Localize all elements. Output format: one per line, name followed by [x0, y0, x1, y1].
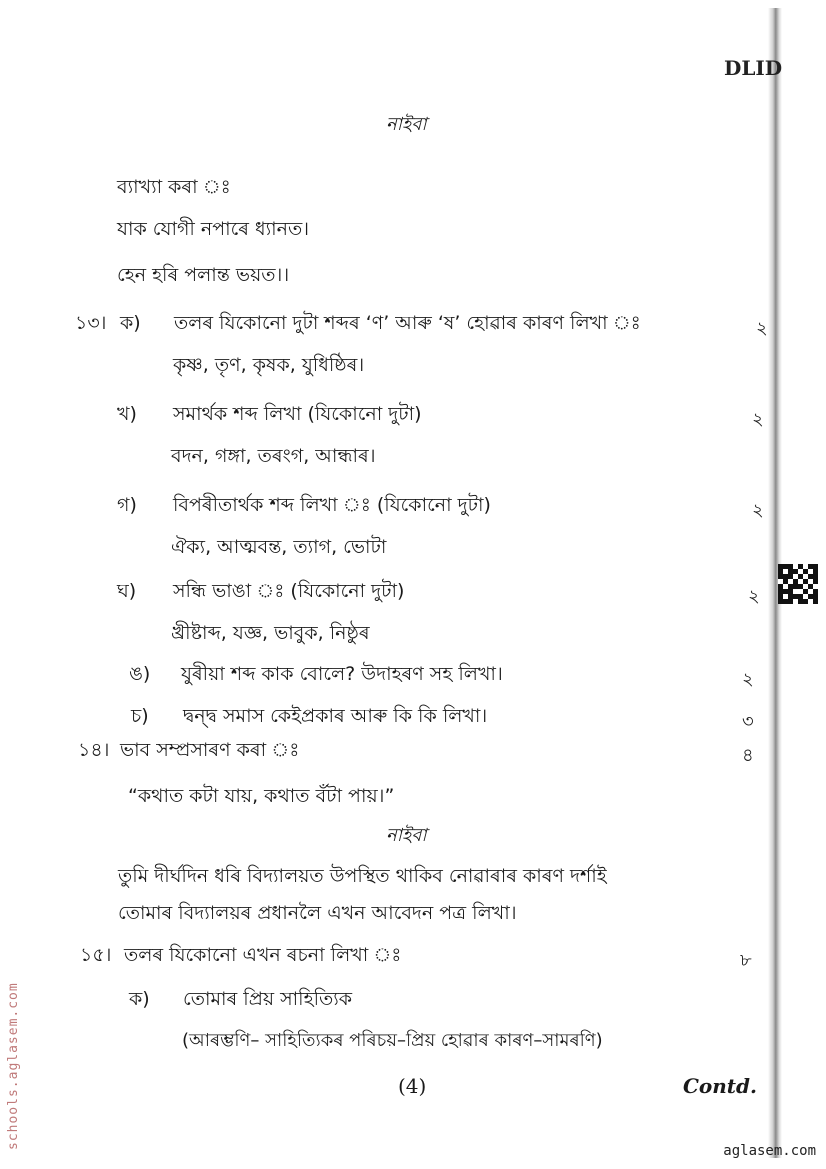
footer-site: aglasem.com — [723, 1143, 816, 1159]
q13e-label: ঙ) — [129, 663, 151, 685]
section-title-or-2: নাইবা — [386, 825, 427, 846]
q13a-label: ক) — [120, 312, 141, 334]
explain-line-1: যাক যোগী নপাৰে ধ্যানত। — [117, 218, 310, 240]
q13c-words: ঐক্য, আত্মবন্ত, ত্যাগ, ভোটা — [171, 536, 387, 558]
letter-line-2: তোমাৰ বিদ্যালয়ৰ প্ৰধানলৈ এখন আবেদন পত্ৰ লিখা। — [118, 902, 517, 924]
question-13-number: ১৩। — [75, 312, 107, 334]
q13c-label: গ) — [117, 494, 137, 516]
q13f-text: দ্বন্দ্ব সমাস কেইপ্ৰকাৰ আৰু কি কি লিখা। — [183, 705, 488, 727]
qr-code-icon — [778, 564, 818, 604]
question-15-number: ১৫। — [80, 944, 112, 966]
q15-text: তলৰ যিকোনো এখন ৰচনা লিখা ঃ — [124, 944, 402, 966]
paper-code: DLID — [724, 56, 783, 80]
q13d-label: ঘ) — [117, 580, 137, 602]
q13b-text: সমাৰ্থক শব্দ লিখা (যিকোনো দুটা) — [173, 403, 422, 425]
q14-text: ভাব সম্প্ৰসাৰণ কৰা ঃ — [120, 739, 300, 761]
q13b-label: খ) — [117, 403, 137, 425]
q13b-words: বদন, গঙ্গা, তৰংগ, আন্ধাৰ। — [171, 445, 376, 467]
q13a-words: কৃষ্ণ, তৃণ, কৃষক, যুধিষ্ঠিৰ। — [173, 354, 365, 376]
continued-label: Contd. — [683, 1074, 757, 1098]
q13c-text: বিপৰীতাৰ্থক শব্দ লিখা ঃ (যিকোনো দুটা) — [173, 494, 491, 516]
letter-line-1: তুমি দীৰ্ঘদিন ধৰি বিদ্যালয়ত উপস্থিত থাকিব নোৱাৰাৰ কাৰণ দৰ্শাই — [118, 865, 607, 887]
q13d-mark: ২ — [748, 586, 760, 607]
q13d-text: সন্ধি ভাঙা ঃ (যিকোনো দুটা) — [173, 580, 405, 602]
q15a-hint: (আৰম্ভণি– সাহিত্যিকৰ পৰিচয়–প্ৰিয় হোৱাৰ কাৰণ–সামৰণি) — [182, 1030, 603, 1051]
q13e-text: যুৰীয়া শব্দ কাক বোলে? উদাহৰণ সহ লিখা। — [181, 663, 503, 685]
q13f-mark: ৩ — [742, 711, 754, 732]
q13c-mark: ২ — [752, 500, 764, 521]
section-title-or: নাইবা — [386, 114, 427, 135]
q13b-mark: ২ — [752, 409, 764, 430]
page-number: (4) — [398, 1074, 427, 1098]
q13f-label: চ) — [131, 705, 149, 727]
question-14-number: ১৪। — [78, 739, 110, 761]
side-watermark: schools.aglasem.com — [6, 982, 21, 1150]
q13a-text: তলৰ যিকোনো দুটা শব্দৰ ‘ণ’ আৰু ‘ষ’ হোৱাৰ কাৰণ লিখা ঃ — [174, 312, 641, 334]
q13e-mark: ২ — [742, 669, 754, 690]
explain-label: ব্যাখ্যা কৰা ঃ — [117, 176, 231, 198]
q15a-label: ক) — [129, 988, 150, 1010]
q15-mark: ৮ — [740, 950, 752, 971]
q13d-words: খ্রীষ্টাব্দ, যজ্ঞ, ভাবুক, নিষ্ঠুৰ — [171, 622, 370, 644]
q14-quote: “কথাত কটা যায়, কথাত বঁটা পায়।” — [128, 785, 395, 807]
explain-line-2: হেন হৰি পলান্ত ভয়ত।। — [117, 264, 290, 286]
q13a-mark: ২ — [756, 318, 768, 339]
q15a-text: তোমাৰ প্ৰিয় সাহিত্যিক — [183, 988, 353, 1010]
q14-mark: ৪ — [742, 745, 754, 766]
